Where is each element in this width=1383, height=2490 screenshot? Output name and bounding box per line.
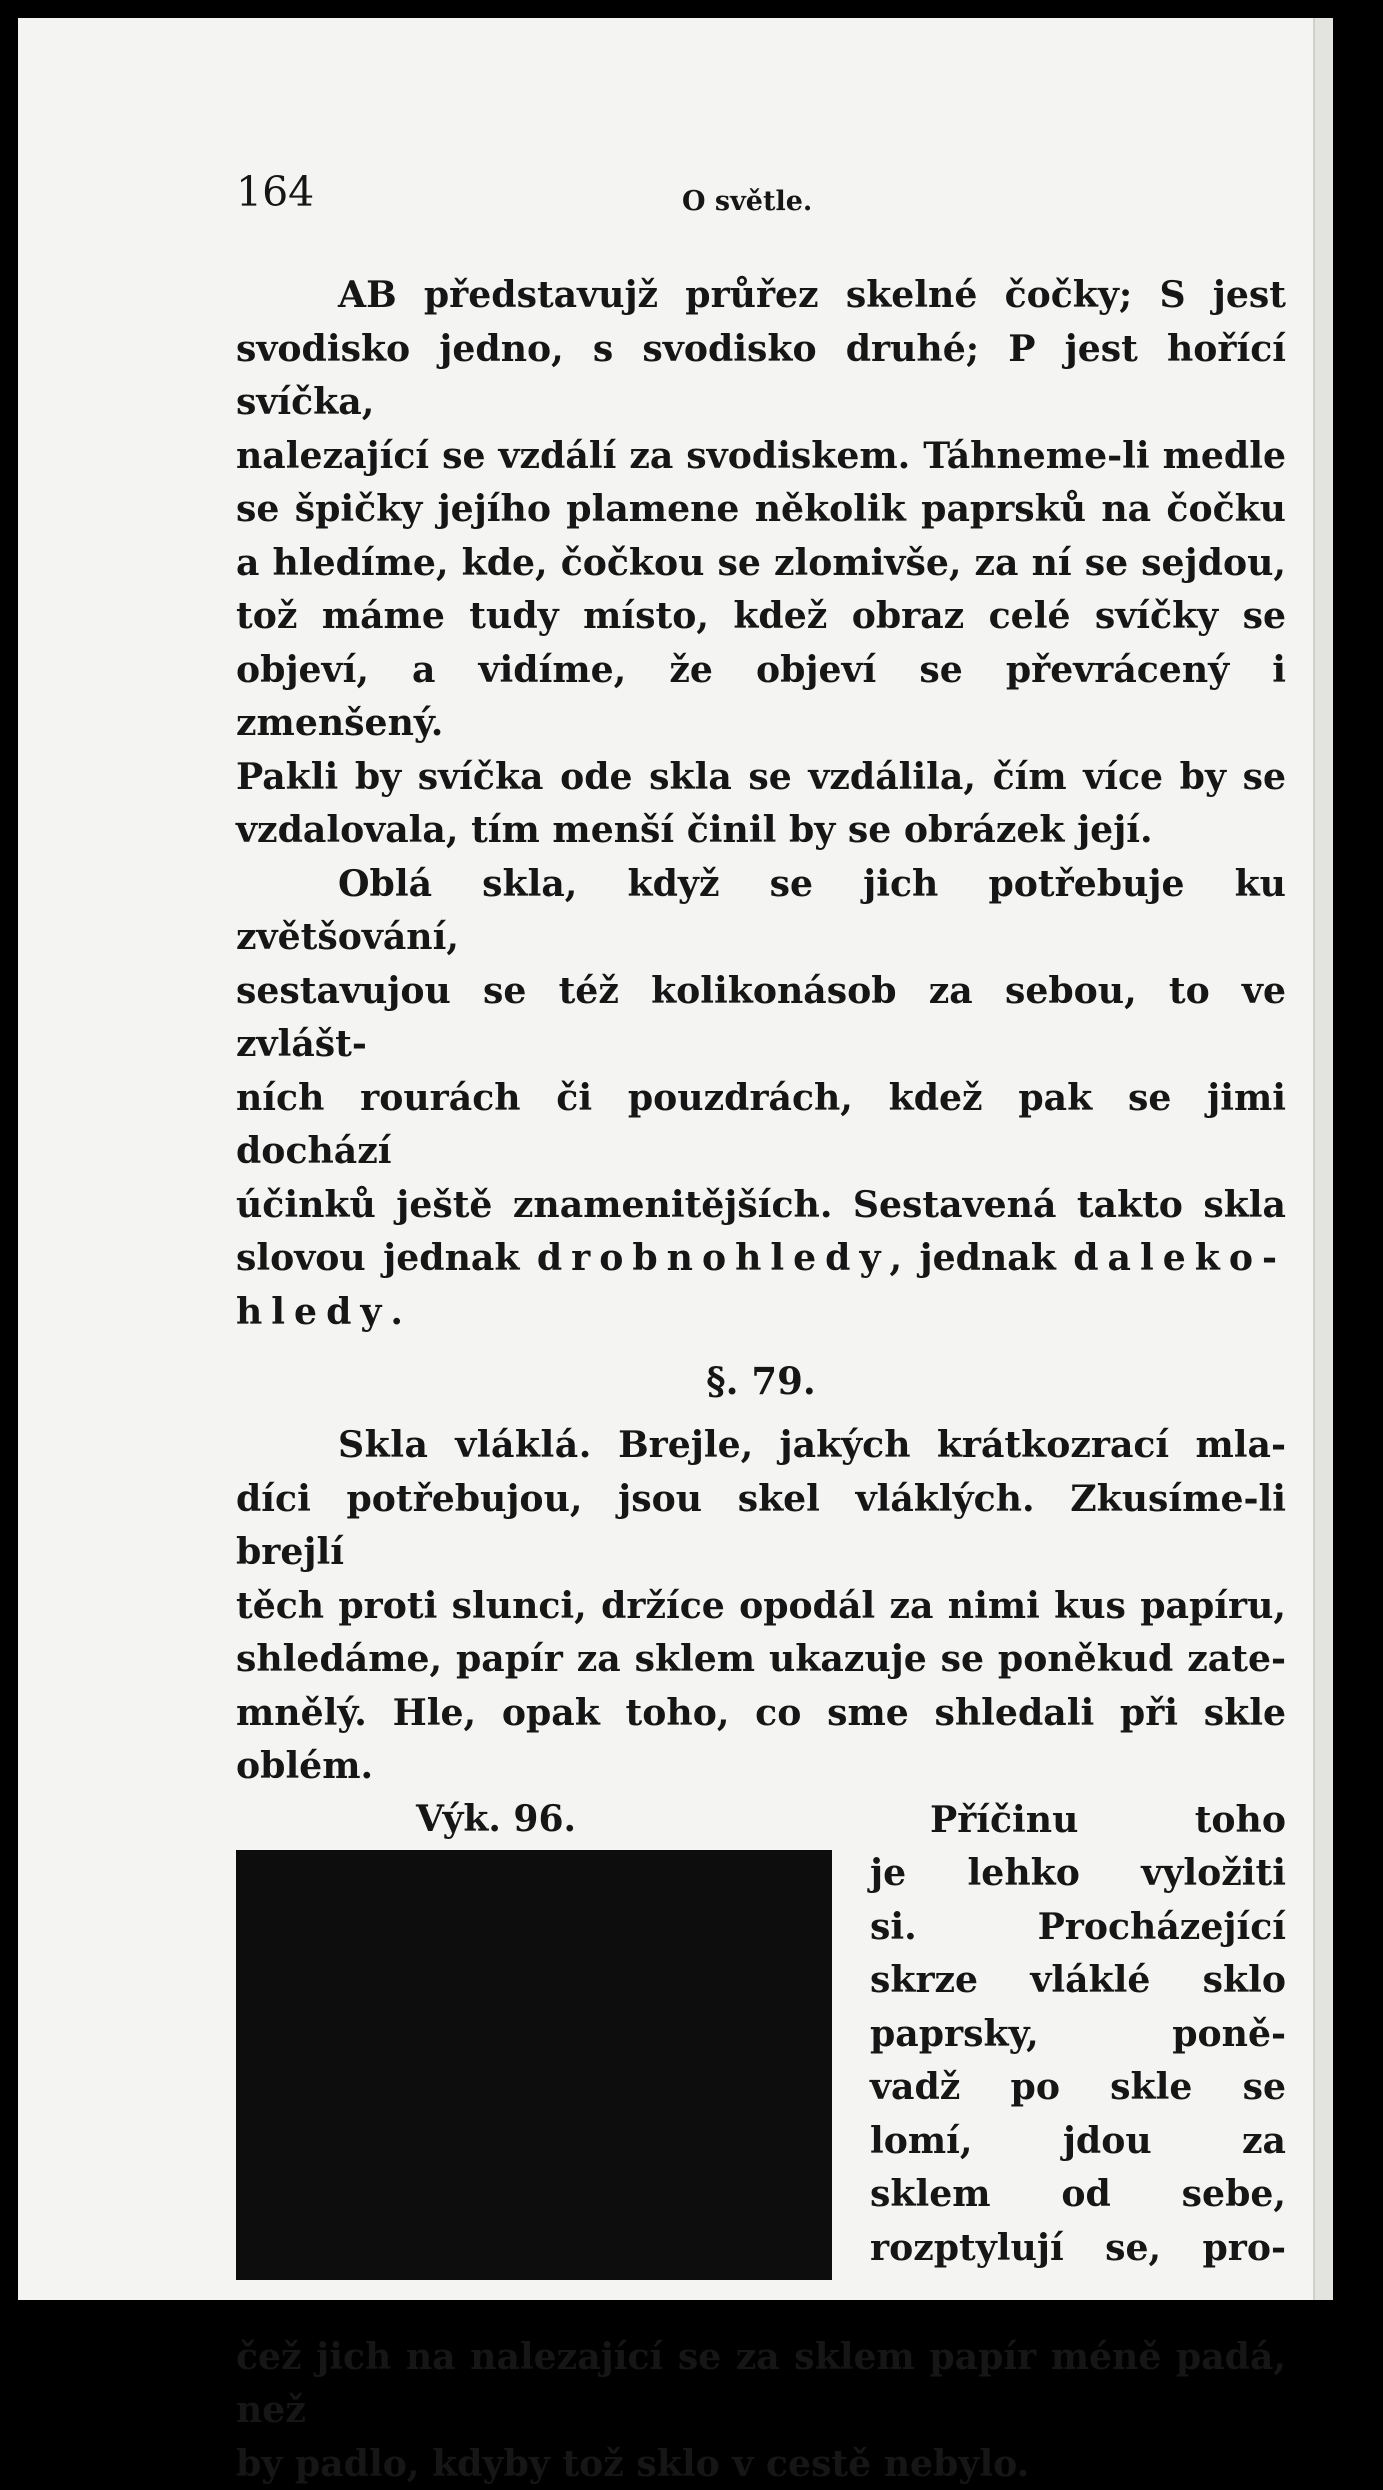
text-line: mnělý. Hle, opak toho, co sme shledali při skle oblém. [236,1686,1286,1793]
text-line: AB představujž průřez skelné čočky; S jest [236,268,1286,322]
text-line: rozptylují se, pro- [870,2221,1286,2275]
figure-column [236,1793,832,2330]
text-line [236,1285,1286,1339]
text-line: a hledíme, kde, čočkou se zlomivše, za ní se sejdou, [236,536,1286,590]
figure-caption: Výk. 96. [416,1793,832,1847]
section-heading: §. 79. [236,1354,1286,1408]
text-fragment: . [390,1290,403,1333]
figure-block [236,1793,1286,2330]
text-line: nalezající se vzdálí za svodiskem. Táhneme-li medle [236,429,1286,483]
text-line: tož máme tudy místo, kdež obraz celé svíčky se [236,589,1286,643]
text-fragment: slovou jednak [236,1236,537,1279]
running-title: O světle. [682,186,812,217]
text-line: vzdalovala, tím menší činil by se obrázek její. [236,803,1286,857]
text-line: je lehko vyložiti [870,1846,1286,1900]
text-line: Příčinu toho [870,1793,1286,1847]
text-fragment: , jednak [890,1236,1074,1279]
book-page [18,18,1333,2300]
page-body [236,268,1286,2490]
page-edge-shadow [1313,18,1333,2300]
term-dalekohledy-part-1: daleko- [1073,1236,1286,1279]
figure-image [236,1850,832,2280]
text-line [236,1231,1286,1285]
text-line: paprsky, poně- [870,2007,1286,2061]
text-line [236,1418,1286,1472]
text-line: ních rourách či pouzdrách, kdež pak se jimi dochází [236,1071,1286,1178]
paragraph-3 [236,1418,1286,1793]
text-line: díci potřebujou, jsou skel vláklých. Zkusíme-li brejlí [236,1472,1286,1579]
section-title: Skla vláklá. [338,1423,592,1466]
page-header [236,168,1286,248]
text-line: lomí, jdou za [870,2114,1286,2168]
term-dalekohledy-part-2: hledy [236,1290,390,1333]
text-line: čež jich na nalezající se za sklem papír méně padá, než [236,2330,1286,2437]
page-number: 164 [236,168,314,216]
text-line: shledáme, papír za sklem ukazuje se poněkud zate- [236,1632,1286,1686]
text-line: skrze vláklé sklo [870,1953,1286,2007]
paragraph-4-continued [236,2330,1286,2490]
text-line: Pakli by svíčka ode skla se vzdálila, čím více by se [236,750,1286,804]
text-line: účinků ještě znamenitějších. Sestavená takto skla [236,1178,1286,1232]
text-line: sklem od sebe, [870,2167,1286,2221]
text-line: sestavujou se též kolikonásob za sebou, to ve zvlášt- [236,964,1286,1071]
paragraph-2 [236,857,1286,1339]
text-line: těch proti slunci, držíce opodál za nimi kus papíru, [236,1579,1286,1633]
figure-side-text [870,1793,1286,2275]
paragraph-1 [236,268,1286,857]
text-line: se špičky jejího plamene několik paprsků na čočku [236,482,1286,536]
text-line: vadž po skle se [870,2060,1286,2114]
term-drobnohledy: drobnohledy [537,1236,890,1279]
text-line: svodisko jedno, s svodisko druhé; P jest hořící svíčka, [236,322,1286,429]
text-line: Oblá skla, když se jich potřebuje ku zvětšování, [236,857,1286,964]
text-line: by padlo, kdyby tož sklo v cestě nebylo. [236,2437,1286,2490]
text-line: objeví, a vidíme, že objeví se převrácený i zmenšený. [236,643,1286,750]
text-fragment: Brejle, jakých krátkozrací mla- [592,1423,1286,1466]
text-line: si. Procházející [870,1900,1286,1954]
